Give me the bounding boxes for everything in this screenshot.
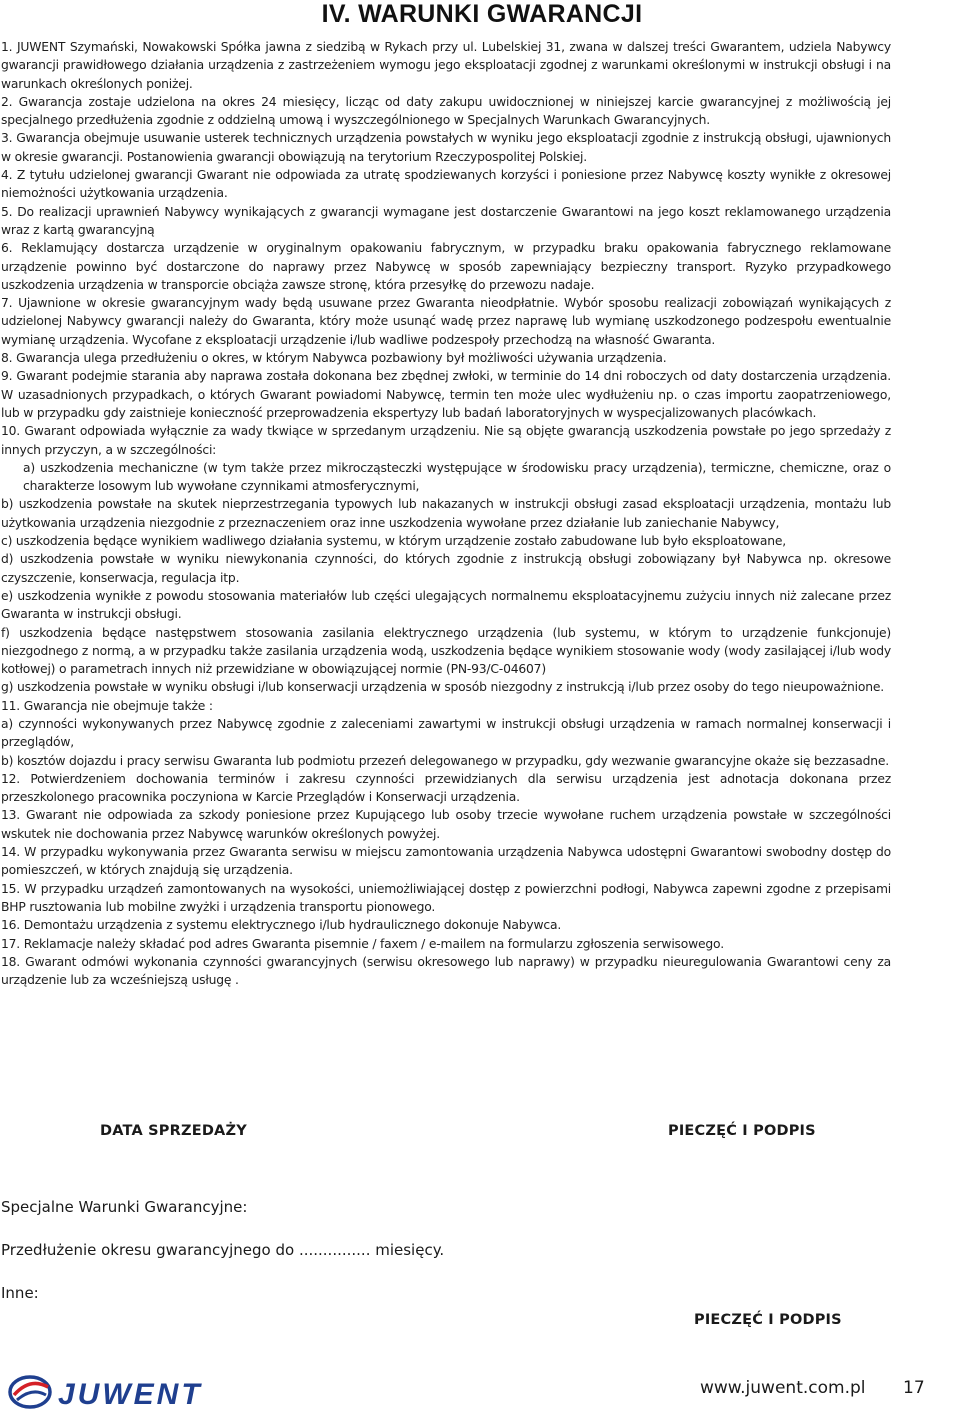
other-label: Inne: xyxy=(1,1284,39,1302)
term-10: 10. Gwarant odpowiada wyłącznie za wady tkwiące w sprzedanym urządzeniu. Nie są objęte gwarancją uszkodzenia powstałe po jego sprzedaży z innych przyczyn, a w szczególności: xyxy=(1,424,891,457)
term-15: 15. W przypadku urządzeń zamontowanych na wysokości, uniemożliwiającej dostęp z powierzchni podłogi, Nabywca zapewni zgodne z przepisami BHP rusztowania lub mobilne zwyżki i urządzenia transportu pionowego. xyxy=(1,881,891,914)
page-number: 17 xyxy=(903,1378,925,1398)
warranty-extension-line: Przedłużenie okresu gwarancyjnego do ............... miesięcy. xyxy=(1,1241,445,1259)
stamp-signature-label: PIECZĘĆ I PODPIS xyxy=(668,1123,816,1139)
term-5: 5. Do realizacji uprawnień Nabywcy wynikających z gwarancji wymagane jest dostarczenie Gwarantowi na jego koszt reklamowanego urządzenia wraz z kartą gwarancyjną xyxy=(1,204,891,237)
term-13: 13. Gwarant nie odpowiada za szkody poniesione przez Kupującego lub osoby trzecie wywołane ruchem urządzenia powstałe w szczególności wskutek nie dochowania przez Nabywcę warunków określonych powyżej. xyxy=(1,808,891,841)
special-terms-heading: Specjalne Warunki Gwarancyjne: xyxy=(1,1198,248,1216)
term-14: 14. W przypadku wykonywania przez Gwaranta serwisu w miejscu zamontowania urządzenia Nabywca udostępni Gwarantowi swobodny dostęp do pomieszczeń, w których znajdują się urządzenia. xyxy=(1,845,891,878)
page-title: IV. WARUNKI GWARANCJI xyxy=(321,0,643,28)
term-18: 18. Gwarant odmówi wykonania czynności gwarancyjnych (serwisu okresowego lub naprawy) w przypadku nieuregulowania Gwarantowi ceny za urządzenie lub za wcześniejszą usługę . xyxy=(1,954,891,988)
term-4: 4. Z tytułu udzielonej gwarancji Gwarant nie odpowiada za utratę spodziewanych korzyści i poniesione przez Nabywcę koszty wynikłe z okresowej niemożności użytkowania urządzenia. xyxy=(1,168,891,201)
warranty-terms xyxy=(1,38,891,989)
sale-date-label: DATA SPRZEDAŻY xyxy=(100,1123,247,1139)
term-16: 16. Demontażu urządzenia z systemu elektrycznego i/lub hydraulicznego dokonuje Nabywca. xyxy=(1,918,562,933)
term-10-f: f) uszkodzenia będące następstwem stosowania zasilania elektrycznego urządzenia (lub systemu, w którym to urządzenie funkcjonuje) niezgodnego z normą, a w przypadku także zasilania urządzenia wodą, uszkodzenia będące wynikiem stosowanie wody (wody zasilającej i/lub wody kotłowej) o parametrach innych niż przewidziane w obowiązującej normie (PN-93/C-04607) xyxy=(1,625,891,677)
term-7: 7. Ujawnione w okresie gwarancyjnym wady będą usuwane przez Gwaranta nieodpłatnie. Wybór sposobu realizacji zobowiązań wynikających z udzielonej Nabywcy gwarancji należy do Gwaranta, który może usunąć wadę przez naprawę lub wymianę uszkodzonego podzespołu ewentualnie wymianę urządzenia. Wycofane z eksploatacji urządzenie i/lub wadliwe podzespoły przechodzą na własność Gwaranta. xyxy=(1,296,891,347)
term-10-a: a) uszkodzenia mechaniczne (w tym także przez mikrocząsteczki występujące w środowisku pracy urządzenia), termiczne, chemiczne, oraz o charakterze losowym lub wywołane czynnikami atmosferycznymi, xyxy=(23,460,891,494)
term-11-a: a) czynności wykonywanych przez Nabywcę zgodnie z zaleceniami zawartymi w instrukcji obsługi urządzenia w ramach normalnej konserwacji i przeglądów, xyxy=(1,716,891,750)
term-1: 1. JUWENT Szymański, Nowakowski Spółka jawna z siedzibą w Rykach przy ul. Lubelskiej 31, zwana w dalszej treści Gwarantem, udziela Nabywcy gwarancji prawidłowego działania urządzenia z zastrzeżeniem wymogu jego eksploatacji zgodnej z warunkami określonymi w instrukcji obsługi i na warunkach określonych poniżej. xyxy=(1,40,891,91)
term-10-b: b) uszkodzenia powstałe na skutek nieprzestrzegania typowych lub nakazanych w instrukcji obsługi zasad eksploatacji urządzenia, montażu lub użytkowania urządzenia niezgodnie z przeznaczeniem oraz inne uszkodzenia wywołane przez działanie lub zaniechanie Nabywcy, xyxy=(1,497,891,530)
term-10-d: d) uszkodzenia powstałe w wyniku niewykonania czynności, do których zgodnie z instrukcją obsługi zobowiązany był Nabywca np. okresowe czyszczenie, konserwacja, regulacja itp. xyxy=(1,552,891,585)
logo-swirl-icon xyxy=(10,1377,50,1407)
term-6: 6. Reklamujący dostarcza urządzenie w oryginalnym opakowaniu fabrycznym, w przypadku braku opakowania fabrycznego reklamowane urządzenie powinno być dostarczone do naprawy przez Nabywcę w sposób zapewniający bezpieczny transport. Ryzyko przypadkowego uszkodzenia urządzenia w transporcie obciąża zawsze stronę, która przesyłkę do przewozu nadaje. xyxy=(1,241,891,292)
term-12: 12. Potwierdzeniem dochowania terminów i zakresu czynności przewidzianych dla serwisu urządzenia jest adnotacja dokonana przez przeszkolonego pracownika poczyniona w Karcie Przeglądów i Konserwacji urządzenia. xyxy=(1,771,891,805)
juwent-logo xyxy=(8,1373,268,1411)
stamp-signature-label-2: PIECZĘĆ I PODPIS xyxy=(694,1312,842,1328)
term-17: 17. Reklamacje należy składać pod adres Gwaranta pisemnie / faxem / e-mailem na formularzu zgłoszenia serwisowego. xyxy=(1,936,724,951)
term-10-e: e) uszkodzenia wynikłe z powodu stosowania materiałów lub części ulegających normalnemu eksploatacyjnemu zużyciu innych niż zalecane przez Gwaranta w instrukcji obsługi. xyxy=(1,588,891,622)
term-9: 9. Gwarant podejmie starania aby naprawa została dokonana bez zbędnej zwłoki, w terminie do 14 dni roboczych od daty dostarczenia urządzenia. W uzasadnionych przypadkach, o których Gwarant powiadomi Nabywcę, termin ten może ulec wydłużeniu np. o czas importu zaopatrzeniowego, lub w przypadku gdy zaistnieje konieczność przeprowadzenia ekspertyzy lub badań laboratoryjnych w wyspecjalizowanych placówkach. xyxy=(1,369,891,420)
logo-wordmark: JUWENT xyxy=(58,1378,203,1411)
website-link[interactable]: www.juwent.com.pl xyxy=(700,1378,866,1398)
term-3: 3. Gwarancja obejmuje usuwanie usterek technicznych urządzenia powstałych w wyniku jego eksploatacji zgodnie z instrukcją obsługi, ujawnionych w okresie gwarancji. Postanowienia gwarancji obowiązują na terytorium Rzeczypospolitej Polskiej. xyxy=(1,131,891,164)
term-11-b: b) kosztów dojazdu i pracy serwisu Gwaranta lub podmiotu przezeń delegowanego w przypadku, gdy wezwanie gwarancyjne okaże się bezzasadne. xyxy=(1,753,889,768)
term-10-c: c) uszkodzenia będące wynikiem wadliwego działania systemu, w którym urządzenie zostało zabudowane lub było eksploatowane, xyxy=(1,534,786,549)
term-8: 8. Gwarancja ulega przedłużeniu o okres, w którym Nabywca pozbawiony był możliwości używania urządzenia. xyxy=(1,351,667,366)
term-11: 11. Gwarancja nie obejmuje także : xyxy=(1,698,213,713)
term-10-g: g) uszkodzenia powstałe w wyniku obsługi i/lub konserwacji urządzenia w sposób niezgodny z instrukcją i/lub przez osoby do tego nieupoważnione. xyxy=(1,680,884,695)
term-2: 2. Gwarancja zostaje udzielona na okres 24 miesięcy, licząc od daty zakupu uwidocznionej w niniejszej karcie gwarancyjnej z możliwością jej specjalnego przedłużenia zgodnie z oddzielną umową i wyszczególnionego w Specjalnych Warunkach Gwarancyjnych. xyxy=(1,94,891,128)
